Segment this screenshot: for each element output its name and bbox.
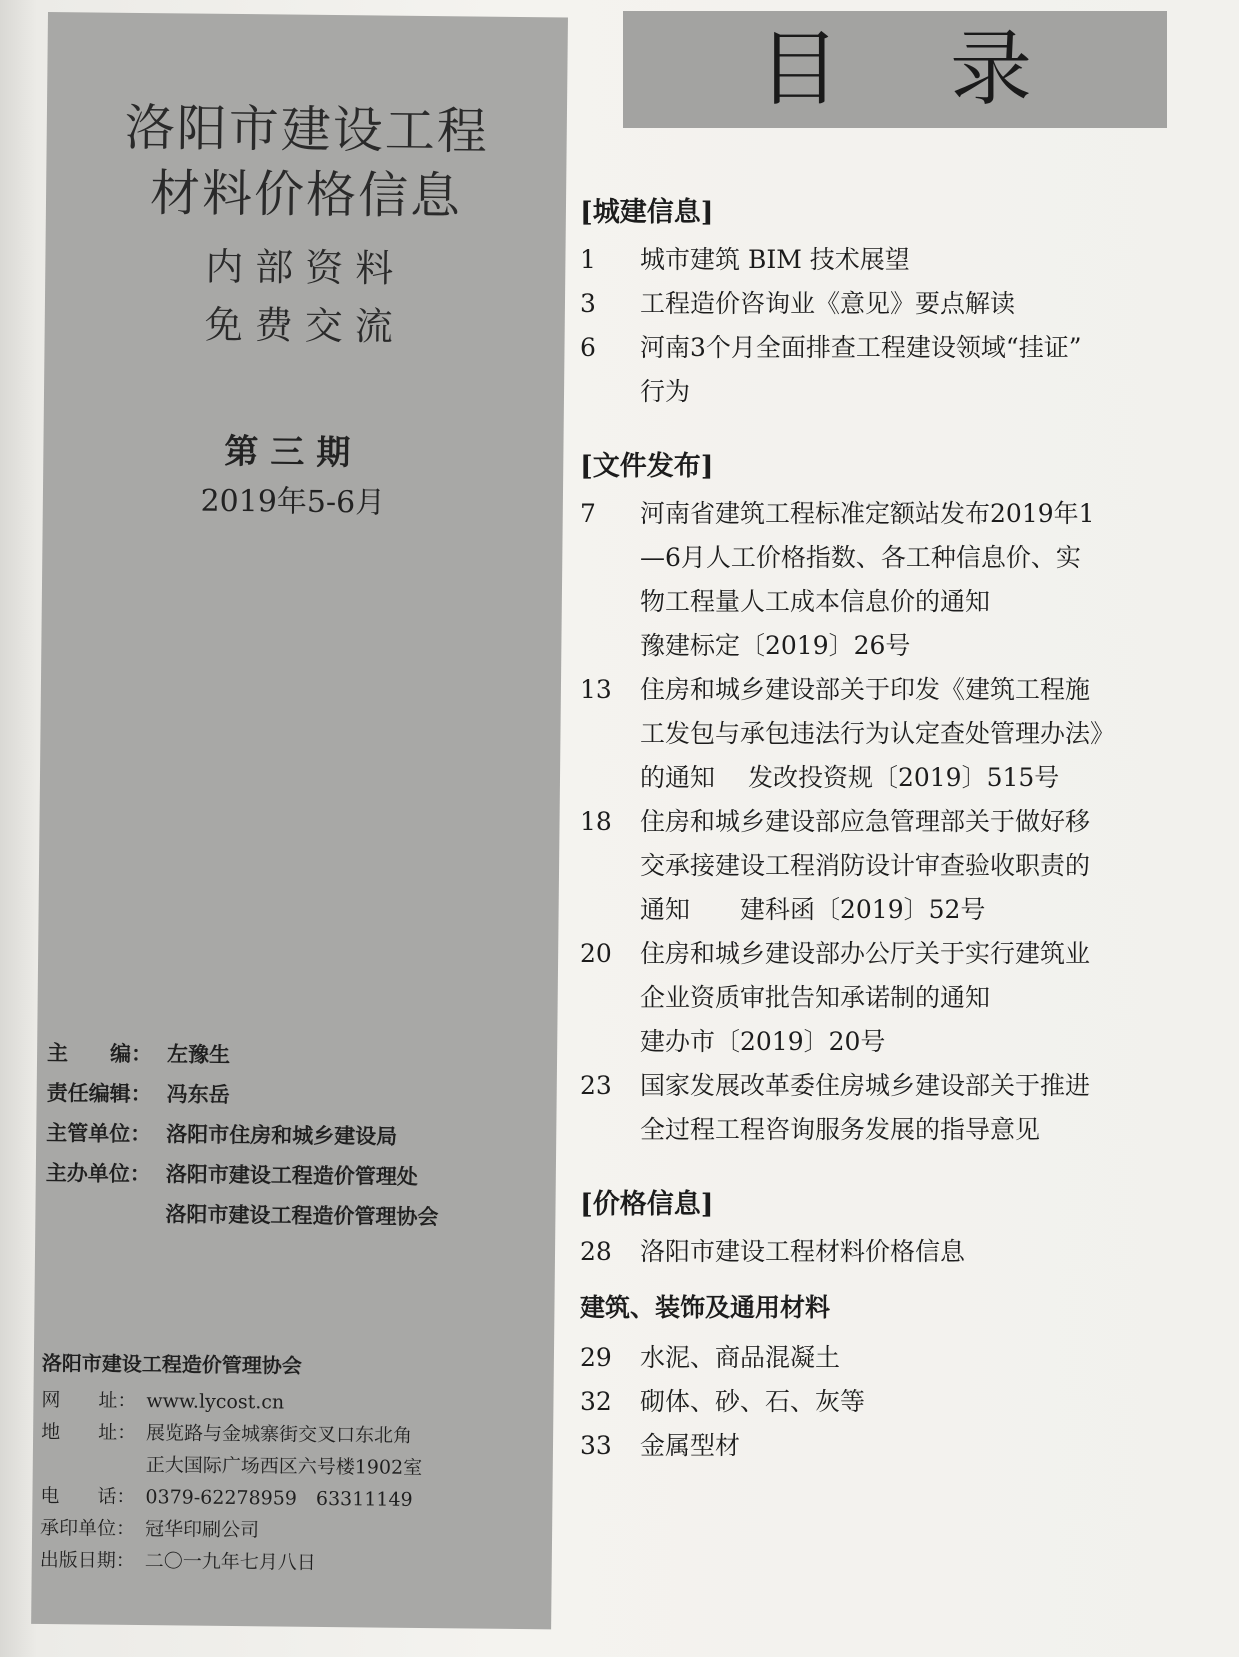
toc-page-number: 13 [580, 675, 612, 704]
publisher-value: 正大国际广场西区六号楼1902室 [145, 1454, 423, 1479]
toc-page-number: 6 [580, 333, 596, 362]
credit-value: 左豫生 [166, 1042, 231, 1067]
toc-entry-line: 洛阳市建设工程材料价格信息 [640, 1237, 966, 1266]
publisher-row [41, 1448, 423, 1484]
publisher-name: 洛阳市建设工程造价管理协会 [41, 1351, 302, 1378]
publisher-value: www.lycost.cn [146, 1390, 285, 1414]
publisher-value: 0379-62278959 63311149 [145, 1486, 413, 1511]
toc-entry [580, 1230, 1180, 1274]
toc-entry-line: 交承接建设工程消防设计审查验收职责的 [640, 851, 1091, 880]
toc-entry-line: 河南3个月全面排查工程建设领域“挂证” [640, 333, 1082, 362]
toc-header-band [623, 11, 1167, 128]
toc-entry-line: 全过程工程咨询服务发展的指导意见 [640, 1115, 1041, 1144]
toc-entry [580, 1380, 1180, 1424]
toc-page-number: 33 [580, 1431, 612, 1460]
publisher-label: 承印单位： [40, 1517, 136, 1540]
toc-entry [580, 282, 1180, 326]
toc-entry-title [640, 668, 1180, 800]
toc-entry [580, 932, 1180, 1064]
credit-value: 洛阳市住房和城乡建设局 [166, 1122, 398, 1149]
toc-entry-line: 金属型材 [640, 1431, 741, 1460]
toc-entry-line: 住房和城乡建设部办公厅关于实行建筑业 [640, 939, 1091, 968]
issue-number: 第三期 [224, 431, 363, 474]
toc-entry [580, 492, 1180, 668]
credit-label: 主 编： [46, 1041, 153, 1067]
credit-value: 洛阳市建设工程造价管理协会 [165, 1202, 439, 1230]
toc-page-number: 23 [580, 1071, 612, 1100]
credit-label [45, 1212, 165, 1213]
publisher-row [40, 1544, 422, 1580]
cover-note-line1: 内部资料 [205, 244, 406, 291]
toc-entry-title [640, 492, 1180, 668]
toc-page-number: 29 [580, 1343, 612, 1372]
toc-entry-title [640, 282, 1180, 326]
toc-entry-line: 工程造价咨询业《意见》要点解读 [640, 289, 1016, 318]
publisher-value: 二〇一九年七月八日 [144, 1550, 316, 1574]
toc-entry-line: 水泥、商品混凝土 [640, 1343, 841, 1372]
publisher-block [40, 1342, 424, 1580]
toc-entry-title [640, 800, 1180, 932]
toc-entry [580, 800, 1180, 932]
toc-entry-line: 河南省建筑工程标准定额站发布2019年1 [640, 499, 1095, 528]
publisher-label: 电 话： [40, 1485, 136, 1508]
toc-entry [580, 668, 1180, 800]
credit-value: 冯东岳 [166, 1082, 230, 1107]
toc-entry-line: 城市建筑 BIM 技术展望 [640, 245, 910, 274]
toc-entry [580, 238, 1180, 282]
toc-entry-title [640, 1336, 1180, 1380]
credit-row [46, 1112, 439, 1156]
credit-label: 主办单位： [45, 1161, 151, 1187]
toc-page-number: 7 [580, 499, 596, 528]
toc-entry-title [640, 238, 1180, 282]
table-of-contents [580, 180, 1180, 1468]
toc-page-number: 28 [580, 1237, 612, 1266]
cover-note-line2: 免费交流 [204, 302, 405, 349]
publisher-row [40, 1480, 422, 1516]
toc-entry-line: 行为 [640, 377, 691, 406]
toc-entry-title [640, 932, 1180, 1064]
cover-title-line2: 材料价格信息 [149, 164, 463, 226]
toc-entry [580, 326, 1180, 414]
cover-title-line1: 洛阳市建设工程 [124, 98, 490, 161]
toc-page-number: 20 [580, 939, 612, 968]
publisher-value: 展览路与金城寨街交叉口东北角 [146, 1422, 413, 1447]
toc-entry-title [640, 1424, 1180, 1468]
credit-row [45, 1192, 438, 1236]
publisher-row [41, 1384, 423, 1420]
toc-title: 目录 [757, 22, 1142, 117]
toc-page-number: 1 [580, 245, 596, 274]
toc-entry [580, 1336, 1180, 1380]
publisher-value: 冠华印刷公司 [145, 1518, 260, 1542]
toc-page-number: 32 [580, 1387, 612, 1416]
publisher-row [41, 1416, 423, 1452]
toc-entry-title [640, 1380, 1180, 1424]
issue-date: 2019年5-6月 [200, 483, 386, 521]
toc-entry-line: 住房和城乡建设部关于印发《建筑工程施 [640, 675, 1091, 704]
credit-row [46, 1152, 439, 1196]
toc-section-heading: [文件发布] [580, 451, 714, 482]
toc-entry-line: 通知 建科函〔2019〕52号 [640, 895, 986, 924]
toc-section-heading: [城建信息] [580, 197, 714, 228]
toc-subheading: 建筑、装饰及通用材料 [580, 1293, 831, 1322]
toc-entry-line: 物工程量人工成本信息价的通知 [640, 587, 991, 616]
toc-entry [580, 1064, 1180, 1152]
credit-row [46, 1072, 439, 1116]
toc-entry [580, 1424, 1180, 1468]
publisher-label [41, 1448, 146, 1481]
toc-page-number: 3 [580, 289, 596, 318]
toc-entry-title [640, 1230, 1180, 1274]
toc-entry-title [640, 1064, 1180, 1152]
toc-entry-title [640, 326, 1180, 414]
credit-value: 洛阳市建设工程造价管理处 [165, 1162, 418, 1189]
credit-label: 主管单位： [46, 1121, 152, 1147]
toc-page-number: 18 [580, 807, 612, 836]
toc-entry-line: 豫建标定〔2019〕26号 [640, 631, 911, 660]
toc-entry-line: —6月人工价格指数、各工种信息价、实 [640, 543, 1081, 572]
publisher-label: 出版日期： [39, 1548, 135, 1572]
credit-label: 责任编辑： [46, 1081, 152, 1107]
cover-panel [31, 12, 568, 1629]
publisher-label: 网 址： [41, 1389, 137, 1413]
toc-section-heading: [价格信息] [580, 1189, 714, 1220]
toc-entry-line: 建办市〔2019〕20号 [640, 1027, 886, 1056]
toc-entry-line: 国家发展改革委住房城乡建设部关于推进 [640, 1071, 1091, 1100]
toc-entry-line: 工发包与承包违法行为认定查处管理办法》 [640, 719, 1116, 748]
publisher-row [40, 1512, 422, 1548]
publisher-label: 地 址： [41, 1421, 137, 1445]
toc-entry-line: 砌体、砂、石、灰等 [640, 1387, 866, 1416]
toc-entry-line: 的通知 发改投资规〔2019〕515号 [640, 763, 1060, 792]
toc-entry-line: 住房和城乡建设部应急管理部关于做好移 [640, 807, 1091, 836]
credits-block [45, 1032, 440, 1236]
credit-row [47, 1032, 440, 1076]
toc-entry-line: 企业资质审批告知承诺制的通知 [640, 983, 991, 1012]
